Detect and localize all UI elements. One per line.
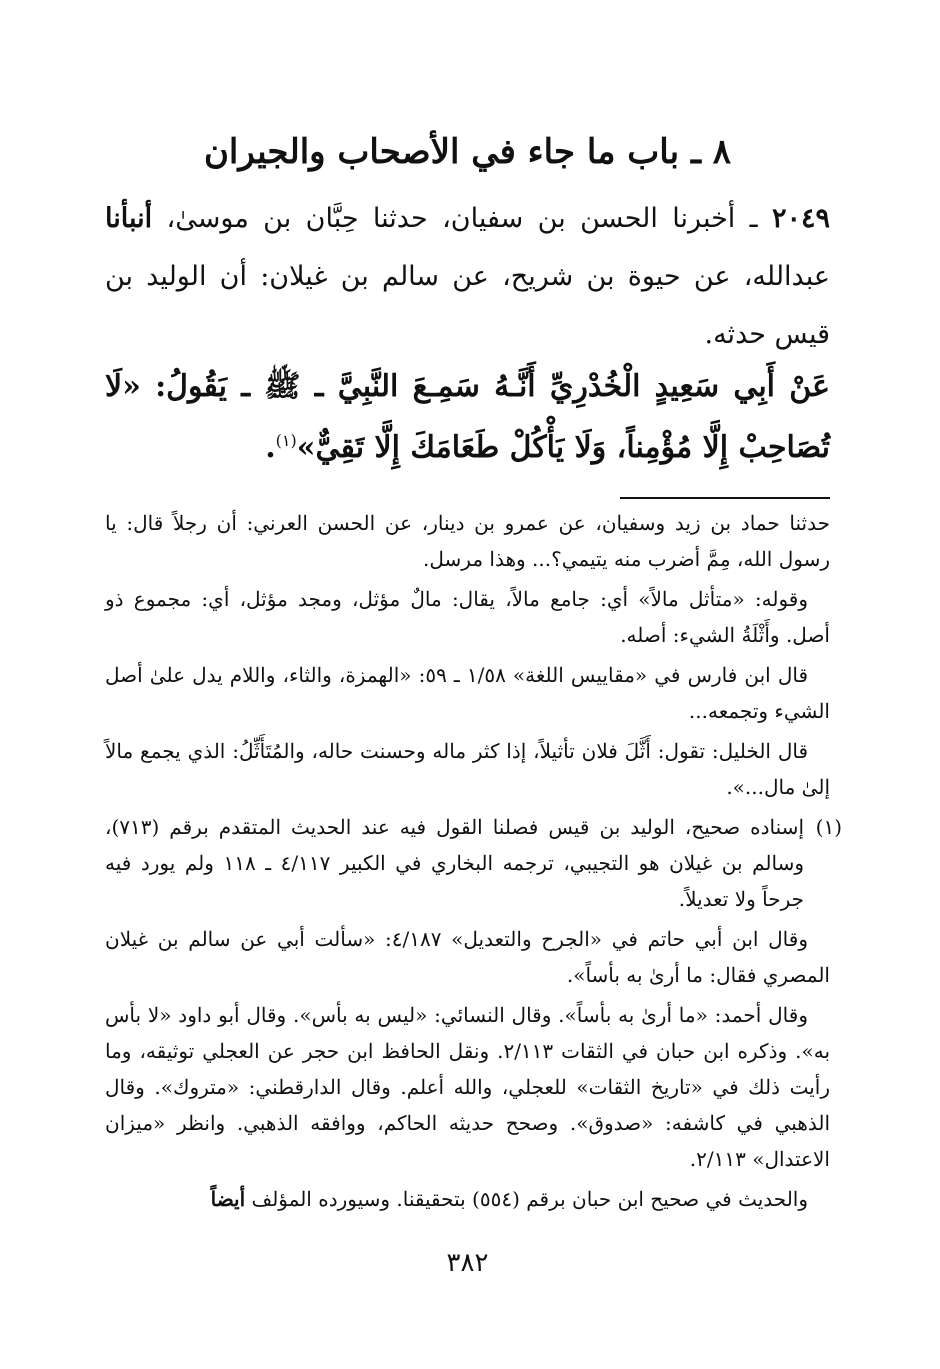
hadith-number: ٢٠٤٩ [771,203,830,234]
footnote-1-marker: (١) [815,815,842,839]
footnote-1-para-4-bold: أيضاً [210,1187,246,1211]
footnote-divider [620,497,830,499]
page-number: ٣٨٢ [446,1248,489,1278]
hadith-matn: عَنْ أَبِي سَعِيدٍ الْخُدْرِيِّ أَنَّـهُ سَمِـعَ النَّبِيَّ ـ ﷺ ـ يَقُولُ: «لَا تُصَاحِبْ إِلَّا مُؤْمِناً، وَلَا يَأْكُلْ طَعَامَكَ إِلَّا تَقِيٌّ»$^{(١)}$. [105,369,830,465]
footnotes-section [105,505,842,1221]
footnote-1-para-2: وقال ابن أبي حاتم في «الجرح والتعديل» ٤/١٨٧: «سألت أبي عن سالم بن غيلان المصري فقال: ما أرىٰ به بأساً». [105,927,830,987]
matn-text: عَنْ أَبِي سَعِيدٍ الْخُدْرِيِّ أَنَّـهُ سَمِـعَ النَّبِيَّ ـ ﷺ ـ يَقُولُ: «لَا تُصَاحِبْ إِلَّا مُؤْمِناً، وَلَا يَأْكُلْ طَعَامَكَ إِلَّا تَقِيٌّ» [105,369,830,465]
footnote-1-para-4 [105,1181,830,1217]
footnote-continued-2: وقوله: «متأثل مالاً» أي: جامع مالاً، يقال: مالٌ مؤثل، ومجد مؤثل، أي: مجموع ذو أصل. وأَثْلَةُ الشيء: أصله. [105,587,830,647]
isnad-text-1: ـ أخبرنا الحسن بن سفيان، حدثنا حِبَّان بن موسىٰ، [152,203,772,234]
footnote-continued-3: قال ابن فارس في «مقاييس اللغة» ١/٥٨ ـ ٥٩: «الهمزة، والثاء، واللام يدل علىٰ أصل الشيء وتجمعه... [105,663,830,723]
hadith-isnad [105,190,830,364]
footnote-1-para-1: إسناده صحيح، الوليد بن قيس فصلنا القول فيه عند الحديث المتقدم برقم (٧١٣)، وسالم بن غيلان هو التجيبي، ترجمه البخاري في الكبير ٤/١١٧ ـ ١١٨ ولم يورد فيه جرحاً ولا تعديلاً. [105,815,805,911]
footnote-1-para-4-text: والحديث في صحيح ابن حبان برقم (٥٥٤) بتحقيقنا. وسيورده المؤلف [245,1187,808,1211]
footnote-1 [105,809,842,917]
footnote-ref: (١) [275,431,297,450]
isnad-bold-word: أنبأنا [105,203,153,234]
footnote-continued-4: قال الخليل: تقول: أَثَّلَ فلان تأثيلاً، إذا كثر ماله وحسنت حاله، والمُتَأَثِّلُ: الذي يجمع مالاً إلىٰ مال...». [105,739,830,799]
footnote-continued-1: حدثنا حماد بن زيد وسفيان، عن عمرو بن دينار، عن الحسن العرني: أن رجلاً قال: يا رسول الله، مِمَّ أضرب منه يتيمي؟... وهذا مرسل. [105,511,830,571]
chapter-title: ٨ ـ باب ما جاء في الأصحاب والجيران [203,132,732,172]
isnad-text-2: عبدالله، عن حيوة بن شريح، عن سالم بن غيلان: أن الوليد بن قيس حدثه. [105,261,830,350]
footnote-1-para-3: وقال أحمد: «ما أرىٰ به بأساً». وقال النسائي: «ليس به بأس». وقال أبو داود «لا بأس به». وذكره ابن حبان في الثقات ٢/١١٣. ونقل الحافظ ابن حجر عن العجلي توثيقه، وما رأيت ذلك في «تاريخ الثقات» للعجلي، والله أعلم. وقال الدارقطني: «متروك». وقال الذهبي في كاشفه: «صدوق». وصحح حديثه الحاكم، ووافقه الذهبي. وانظر «ميزان الاعتدال» ٢/١١٣. [105,1003,831,1171]
